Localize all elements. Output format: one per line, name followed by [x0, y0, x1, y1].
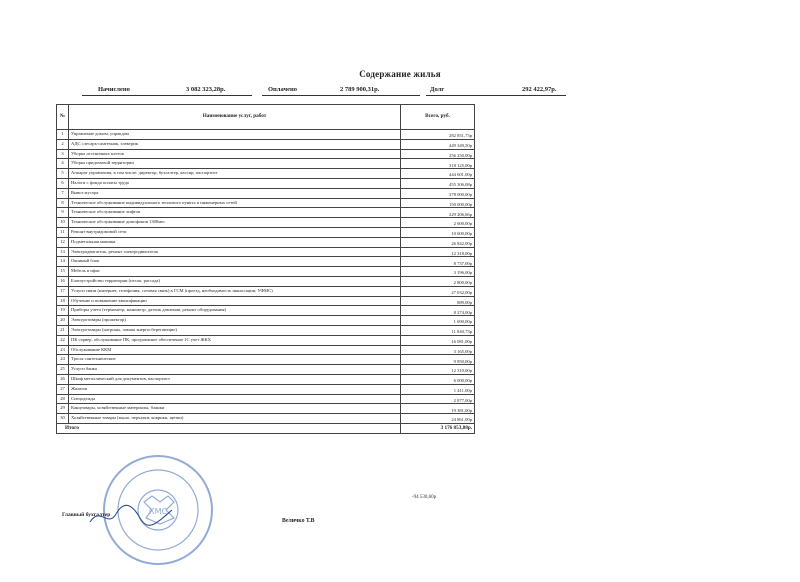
service-amount: 8 737,00р: [401, 257, 475, 267]
service-amount: 455 306,08р: [401, 178, 475, 188]
row-number: 25: [57, 365, 69, 375]
service-amount: 16 081,00р: [401, 335, 475, 345]
header-total: Всего, руб.: [401, 105, 475, 130]
row-number: 9: [57, 208, 69, 218]
service-amount: 150 000,00р: [401, 198, 475, 208]
row-number: 7: [57, 188, 69, 198]
table-row: [57, 394, 475, 404]
table-row: [57, 355, 475, 365]
service-amount: 24 861,00р: [401, 414, 475, 424]
service-name: Мебель в офис: [69, 267, 401, 277]
service-amount: 8 274,00р: [401, 306, 475, 316]
row-number: 1: [57, 130, 69, 140]
row-number: 10: [57, 218, 69, 228]
service-name: Услуги связи (интернет, телефония, сотовая связь) в ГСМ (проезд, необходимость инкассации, УФМС): [69, 286, 401, 296]
service-amount: 27 032,00р: [401, 286, 475, 296]
service-name: Приборы учета (термометр, манометр, датчик давления, ремонт оборудования): [69, 306, 401, 316]
summary-underline-2: [262, 95, 420, 96]
table-row: [57, 365, 475, 375]
service-name: Управление домом, упракдом: [69, 130, 401, 140]
table-row: [57, 374, 475, 384]
service-name: Уборка лестничных клеток: [69, 149, 401, 159]
difference-value: -94 530,60р: [412, 495, 437, 500]
row-number: 15: [57, 267, 69, 277]
row-number: 6: [57, 178, 69, 188]
row-number: 30: [57, 414, 69, 424]
table-row: [57, 227, 475, 237]
header-number: №: [57, 105, 69, 130]
service-name: Жалюзи: [69, 384, 401, 394]
service-name: Техническое обслуживание индивидуального теплового пункта и инженерных сетей: [69, 198, 401, 208]
table-row: [57, 188, 475, 198]
service-name: Обучение и повышение квалификации: [69, 296, 401, 306]
service-amount: 444 601,00р: [401, 169, 475, 179]
service-name: АДС слесарь-сантехник, электрик: [69, 139, 401, 149]
row-number: 17: [57, 286, 69, 296]
service-name: Подметальная машина: [69, 237, 401, 247]
service-amount: 2 877,00р: [401, 394, 475, 404]
table-row: [57, 257, 475, 267]
row-number: 23: [57, 345, 69, 355]
table-row: [57, 286, 475, 296]
service-name: Тросы сантехнические: [69, 355, 401, 365]
row-number: 13: [57, 247, 69, 257]
service-amount: 2 800,00р: [401, 276, 475, 286]
service-name: Вывоз мусора: [69, 188, 401, 198]
service-name: Шкаф металлический для документов, паспортист: [69, 374, 401, 384]
header-name: Наименование услуг, работ: [69, 105, 401, 130]
table-row: [57, 139, 475, 149]
table-row: [57, 414, 475, 424]
row-number: 14: [57, 257, 69, 267]
signatory-name: Величко Т.В: [282, 518, 315, 524]
accrued-label: Начислено: [98, 86, 130, 93]
table-row: [57, 296, 475, 306]
service-name: Налоги с фонда оплаты труда: [69, 178, 401, 188]
table-row: [57, 198, 475, 208]
service-name: Техническое обслуживание лифтов: [69, 208, 401, 218]
row-number: 27: [57, 384, 69, 394]
service-name: Электротовары (прожектор): [69, 316, 401, 326]
service-amount: 10 600,00р: [401, 227, 475, 237]
service-name: Хозяйственные товары (мыло, перчатки, коврики, щетки): [69, 414, 401, 424]
table-header-row: [57, 105, 475, 130]
row-number: 20: [57, 316, 69, 326]
total-label: Итого: [57, 423, 401, 433]
row-number: 21: [57, 325, 69, 335]
row-number: 4: [57, 159, 69, 169]
table-row: [57, 159, 475, 169]
row-number: 29: [57, 404, 69, 414]
chief-accountant-label: Главный бухгалтер: [62, 512, 111, 518]
row-number: 12: [57, 237, 69, 247]
service-amount: 282 851,73р: [401, 130, 475, 140]
service-amount: 3 196,00р: [401, 267, 475, 277]
table-row: [57, 247, 475, 257]
table-row: [57, 169, 475, 179]
service-name: Канцтовары, хозяйственные материалы, бланки: [69, 404, 401, 414]
summary-underline-3: [426, 95, 566, 96]
table-row: [57, 178, 475, 188]
service-amount: 11 840,73р: [401, 325, 475, 335]
summary-line: [0, 86, 800, 100]
row-number: 11: [57, 227, 69, 237]
table-row: [57, 149, 475, 159]
table-body: [57, 130, 475, 424]
debt-value: 292 422,97р.: [522, 86, 557, 93]
table-row: [57, 276, 475, 286]
service-amount: 229 206,66р: [401, 208, 475, 218]
row-number: 8: [57, 198, 69, 208]
service-name: Услуги банка: [69, 365, 401, 375]
table-row: [57, 267, 475, 277]
service-amount: 9 850,00р: [401, 355, 475, 365]
table-row: [57, 325, 475, 335]
service-amount: 3 165,00р: [401, 345, 475, 355]
row-number: 2: [57, 139, 69, 149]
document-title: Содержание жилья: [359, 69, 441, 79]
service-amount: 19 381,00р: [401, 404, 475, 414]
row-number: 18: [57, 296, 69, 306]
debt-label: Долг: [430, 86, 445, 93]
service-amount: 2 600,00р: [401, 218, 475, 228]
service-amount: 378 000,00р: [401, 188, 475, 198]
row-number: 24: [57, 355, 69, 365]
table-row: [57, 237, 475, 247]
service-name: Аппарат управления, в том числе: директор, бухгалтер, кассир, паспортист: [69, 169, 401, 179]
service-amount: 256 250,00р: [401, 149, 475, 159]
service-amount: 12 310,00р: [401, 365, 475, 375]
summary-underline-1: [82, 95, 252, 96]
paid-label: Оплачено: [268, 86, 297, 93]
service-name: Уборка придомовой территории: [69, 159, 401, 169]
service-name: Спецодежда: [69, 394, 401, 404]
service-amount: 1 411,00р: [401, 384, 475, 394]
row-number: 5: [57, 169, 69, 179]
service-name: Техническое обслуживание домофонов 1300мес: [69, 218, 401, 228]
service-amount: 889,00р: [401, 296, 475, 306]
service-amount: 6 000,00р: [401, 374, 475, 384]
table-row: [57, 130, 475, 140]
service-name: Оконный блок: [69, 257, 401, 267]
total-value: 3 176 853,88р.: [401, 423, 475, 433]
table-row: [57, 335, 475, 345]
row-number: 22: [57, 335, 69, 345]
row-number: 28: [57, 394, 69, 404]
row-number: 26: [57, 374, 69, 384]
service-amount: 318 125,00р: [401, 159, 475, 169]
svg-text:КМС: КМС: [148, 507, 168, 516]
service-amount: 26 842,00р: [401, 237, 475, 247]
service-amount: 449 349,50р: [401, 139, 475, 149]
row-number: 3: [57, 149, 69, 159]
table-row: [57, 218, 475, 228]
table-row: [57, 208, 475, 218]
service-amount: 12 318,00р: [401, 247, 475, 257]
service-name: ПК сервер, обслуживание ПК, программное обеспечение 1С учет ЖКХ: [69, 335, 401, 345]
signature: [86, 500, 176, 530]
row-number: 19: [57, 306, 69, 316]
service-name: Электротовары (патроны, лампы энергосберегающие): [69, 325, 401, 335]
table-row: [57, 345, 475, 355]
service-name: Ремонт внутридомовой сети: [69, 227, 401, 237]
paid-value: 2 789 900,31р.: [340, 86, 380, 93]
services-table: [56, 104, 475, 434]
accrued-value: 3 082 323,28р.: [186, 86, 226, 93]
table-row: [57, 384, 475, 394]
service-amount: 1 690,00р: [401, 316, 475, 326]
service-name: Благоустройство территории (песок, рассада): [69, 276, 401, 286]
table-row: [57, 404, 475, 414]
table-row: [57, 316, 475, 326]
table-row: [57, 306, 475, 316]
total-row: [57, 423, 475, 433]
row-number: 16: [57, 276, 69, 286]
service-name: Обслуживание ККМ: [69, 345, 401, 355]
service-name: Электродвигатель, ремонт электродвигателя: [69, 247, 401, 257]
